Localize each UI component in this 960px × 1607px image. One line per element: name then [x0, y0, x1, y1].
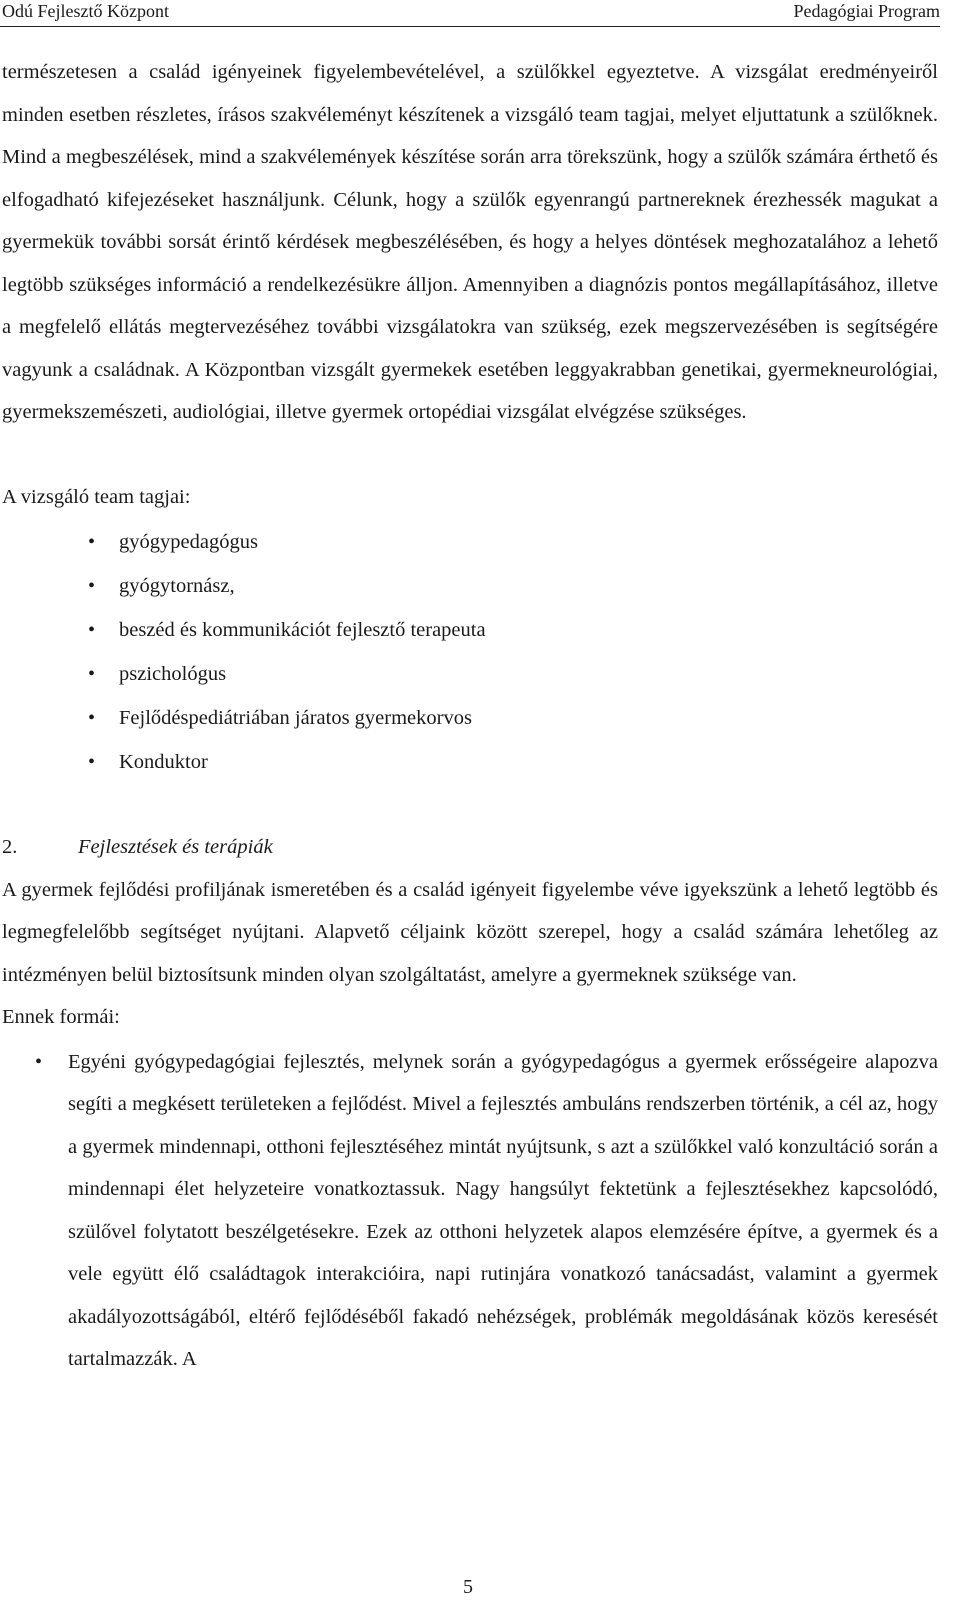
paragraph-spacer: [2, 784, 938, 826]
team-member-label: pszichológus: [119, 663, 227, 685]
forms-list: [2, 1041, 938, 1381]
intro-paragraph: természetesen a család igényeinek figyelembevételével, a szülőkkel egyeztetve. A vizsgálat eredményeiről minden esetben részletes, írásos szakvéleményt készítenek a vizsgáló team tagjai, melyet eljuttatunk a szülőknek. Mind a megbeszélések, mind a szakvélemények készítése során arra törekszünk, hogy a szülők számára érthető és elfogadható kifejezéseket használjunk. Célunk, hogy a szülők egyenrangú partnereknek érezhessék magukat a gyermekük további sorsát érintő kérdések megbeszélésében, és hogy a helyes döntések meghozatalához a lehető legtöbb szükséges információ a rendelkezésükre álljon. Amennyiben a diagnózis pontos megállapításához, illetve a megfelelő ellátás megtervezéséhez további vizsgálatokra van szükség, ezek megszervezésében is segítségére vagyunk a családnak. A Központban vizsgált gyermekek esetében leggyakrabban genetikai, gyermekneurológiai, gyermekszemészeti, audiológiai, illetve gyermek ortopédiai vizsgálat elvégzése szükséges.: [2, 61, 938, 423]
header-divider: [0, 26, 940, 27]
section-heading: [2, 826, 938, 869]
list-item: [2, 740, 938, 784]
page-body: [2, 51, 938, 1381]
bullet-icon: •: [88, 663, 96, 685]
bullet-icon: •: [35, 1050, 43, 1073]
team-member-label: gyógytornász,: [119, 575, 235, 597]
page-number: 5: [463, 1576, 473, 1598]
team-member-list: [2, 520, 938, 784]
list-item: [2, 608, 938, 652]
bullet-icon: •: [88, 619, 96, 641]
list-item: [2, 520, 938, 564]
header-organization: Odú Fejlesztő Központ: [2, 1, 169, 21]
bullet-icon: •: [88, 707, 96, 729]
section-paragraph: A gyermek fejlődési profiljának ismeretében és a család igényeit figyelembe véve igyekszünk a lehető legtöbb és legmegfelelőbb segítséget nyújtani. Alapvető céljaink között szerepel, hogy a család számára lehetőleg az intézményen belül biztosítsunk minden olyan szolgáltatást, amelyre a gyermeknek szüksége van.: [2, 878, 938, 986]
team-member-label: gyógypedagógus: [119, 531, 258, 553]
bullet-icon: •: [88, 531, 96, 553]
bullet-icon: •: [88, 575, 96, 597]
section-number: 2.: [2, 836, 18, 858]
list-item: [2, 652, 938, 696]
header-document-title: Pedagógiai Program: [793, 1, 940, 21]
bullet-icon: •: [88, 751, 96, 773]
form-description: Egyéni gyógypedagógiai fejlesztés, melynek során a gyógypedagógus a gyermek erősségeire alapozva segíti a megkésett területeken a fejlődést. Mivel a fejlesztés ambuláns rendszerben történik, a cél az, hogy a gyermek mindennapi, otthoni fejlesztéséhez mintát nyújtsunk, s azt a szülőkkel való konzultáció során a mindennapi élet helyzeteire vonatkoztassuk. Nagy hangsúlyt fektetünk a fejlesztésekhez kapcsolódó, szülővel folytatott beszélgetésekre. Ezek az otthoni helyzetek alapos elemzésére építve, a gyermek és a vele együtt élő családtagok interakcióira, napi rutinjára vonatkozó tanácsadást, valamint a gyermek akadályozottságából, eltérő fejlődéséből fakadó nehézségek, problémák megoldásának közös keresését tartalmazzák. A: [68, 1050, 938, 1370]
team-member-label: Fejlődéspediátriában járatos gyermekorvos: [119, 707, 472, 729]
paragraph-spacer: [2, 434, 938, 476]
team-heading: A vizsgáló team tagjai:: [2, 485, 191, 508]
team-member-label: beszéd és kommunikációt fejlesztő terapeuta: [119, 619, 486, 641]
list-item: [2, 696, 938, 740]
list-item: [2, 1041, 938, 1381]
section-title: Fejlesztések és terápiák: [78, 836, 273, 858]
forms-heading: Ennek formái:: [2, 1006, 120, 1028]
team-member-label: Konduktor: [119, 751, 208, 773]
page-header: [2, 0, 940, 24]
list-item: [2, 564, 938, 608]
